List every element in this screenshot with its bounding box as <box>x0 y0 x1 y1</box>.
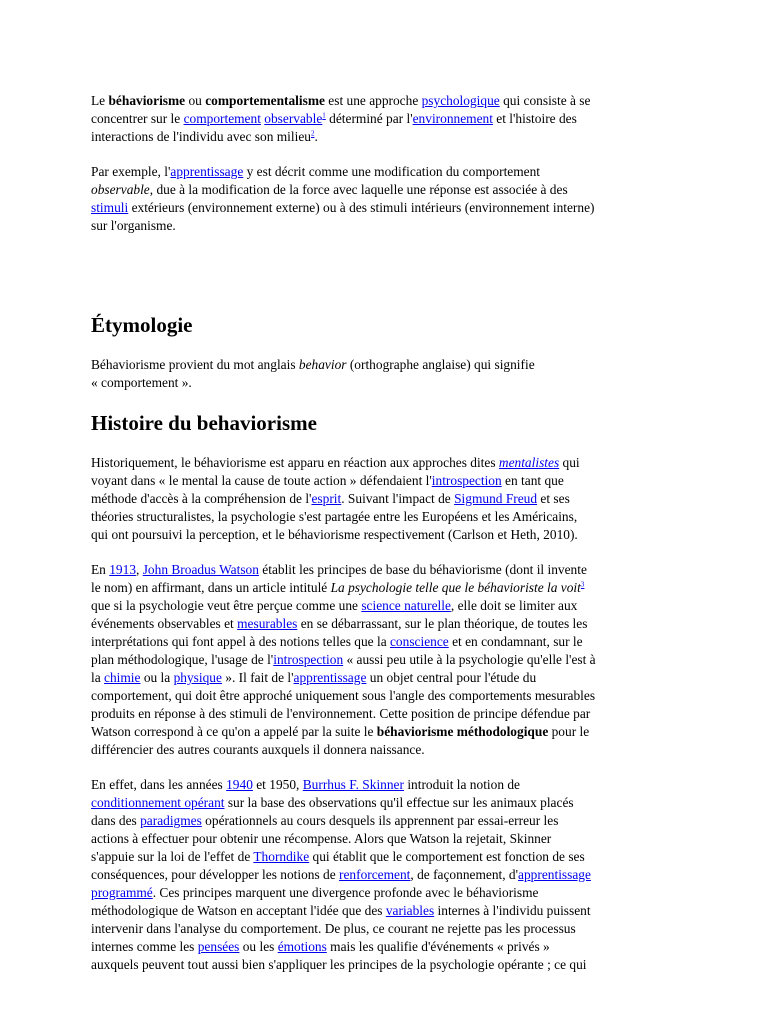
link-apprentissage-programme[interactable]: apprentissage <box>518 867 591 882</box>
link-mesurables[interactable]: mesurables <box>237 616 298 631</box>
paragraph-example <box>91 163 678 235</box>
text: , elle doit se limiter aux <box>450 598 578 613</box>
text-line: actions à effectuer pour obtenir une récompense. Alors que Watson la rejetait, Skinner <box>91 831 552 846</box>
text: et ses <box>537 491 570 506</box>
link-variables[interactable]: variables <box>385 903 435 918</box>
text: en se débarrassant, sur le plan théorique, de toutes les <box>297 616 588 631</box>
text: concentrer sur le <box>91 111 184 126</box>
link-paradigmes[interactable]: paradigmes <box>140 813 202 828</box>
text-line <box>91 776 678 794</box>
text-line: comportement, qui doit être approché uniquement sous l'angle des comportements mesurables <box>91 688 596 703</box>
paragraph-histoire <box>91 454 678 544</box>
text: un objet central pour l'étude du <box>366 670 537 685</box>
link-burrhus-skinner[interactable]: Burrhus F. Skinner <box>302 777 404 792</box>
heading-etymologie: Étymologie <box>91 313 193 337</box>
paragraph-intro <box>91 92 678 146</box>
bold-term: béhaviorisme <box>108 93 186 108</box>
text: Historiquement, le béhaviorisme est apparu en réaction aux approches dites <box>91 455 499 470</box>
text-line <box>91 938 678 956</box>
text: « aussi peu utile à la psychologie qu'elle l'est à <box>343 652 596 667</box>
text: (orthographe anglaise) qui signifie <box>346 357 535 372</box>
link-esprit[interactable]: esprit <box>311 491 342 506</box>
link-observable[interactable]: observable <box>264 111 323 126</box>
text-line <box>91 723 678 741</box>
link-science-naturelle[interactable]: science naturelle <box>361 598 451 613</box>
text-line <box>91 597 678 615</box>
text-line <box>91 561 678 579</box>
text: . <box>314 129 318 144</box>
text: et 1950, <box>252 777 303 792</box>
text: Par exemple, l' <box>91 164 171 179</box>
link-stimuli[interactable]: stimuli <box>91 200 129 215</box>
text: Béhaviorisme provient du mot anglais <box>91 357 299 372</box>
paragraph-watson <box>91 561 678 759</box>
text: le nom) en affirmant, dans un article intitulé <box>91 580 331 595</box>
text-line: qui ont poursuivi la perception, et le béhaviorisme respectivement (Carlson et Heth, 2010). <box>91 527 578 542</box>
text: ». Il fait de l' <box>221 670 294 685</box>
text: méthodologique de Watson en acceptant l'idée que des <box>91 903 386 918</box>
text: . Suivant l'impact de <box>341 491 455 506</box>
text: ou les <box>239 939 278 954</box>
bold-term: béhaviorisme méthodologique <box>376 724 549 739</box>
bold-term: comportementalisme <box>205 93 325 108</box>
text-line: « comportement ». <box>91 375 192 390</box>
text-line <box>91 615 678 633</box>
text: opérationnels au cours desquels ils apprennent par essai-erreur les <box>201 813 559 828</box>
text: est une approche <box>324 93 422 108</box>
text-line <box>91 884 678 902</box>
text-line <box>91 579 678 597</box>
text: interactions de l'individu avec son milieu <box>91 129 311 144</box>
text: établit les principes de base du béhaviorisme (dont il invente <box>258 562 587 577</box>
link-introspection[interactable]: introspection <box>431 473 502 488</box>
text: la <box>91 670 105 685</box>
text-line <box>91 490 678 508</box>
link-apprentissage[interactable]: apprentissage <box>170 164 244 179</box>
text-line <box>91 128 678 146</box>
text-line <box>91 902 678 920</box>
text: internes comme les <box>91 939 198 954</box>
link-introspection[interactable]: introspection <box>273 652 344 667</box>
text-line: théories structuralistes, la psychologie s'est partagée entre les Européens et les Américains, <box>91 509 578 524</box>
text: que si la psychologie veut être perçue comme une <box>91 598 362 613</box>
link-mentalistes[interactable]: mentalistes <box>498 455 560 470</box>
link-sigmund-freud[interactable]: Sigmund Freud <box>454 491 538 506</box>
link-conscience[interactable]: conscience <box>389 634 449 649</box>
italic-title: La psychologie telle que le béhavioriste la voit <box>330 580 581 595</box>
link-1913[interactable]: 1913 <box>109 562 137 577</box>
text: pour le <box>548 724 590 739</box>
paragraph-etymologie <box>91 356 678 392</box>
link-environnement[interactable]: environnement <box>412 111 493 126</box>
link-thorndike[interactable]: Thorndike <box>253 849 310 864</box>
text-line <box>91 472 678 490</box>
text: conséquences, pour développer les notions de <box>91 867 340 882</box>
link-psychologique[interactable]: psychologique <box>421 93 500 108</box>
text: internes à l'individu puissent <box>434 903 591 918</box>
text-line <box>91 199 678 217</box>
link-apprentissage-programme[interactable]: programmé <box>91 885 153 900</box>
text: extérieurs (environnement externe) ou à des stimuli intérieurs (environnement interne) <box>128 200 595 215</box>
link-apprentissage[interactable]: apprentissage <box>293 670 367 685</box>
text: voyant dans « le mental la cause de toute action » défendaient l' <box>91 473 432 488</box>
text-line <box>91 110 678 128</box>
footnote-ref[interactable]: 1 <box>322 111 326 120</box>
text-line <box>91 794 678 812</box>
text: méthode d'accès à la compréhension de l' <box>91 491 312 506</box>
text: et l'histoire des <box>492 111 577 126</box>
text: En effet, dans les années <box>91 777 227 792</box>
paragraph-skinner <box>91 776 678 974</box>
text-line <box>91 356 678 374</box>
italic-term: observable <box>91 182 150 197</box>
text: événements observables et <box>91 616 238 631</box>
text: qui <box>559 455 580 470</box>
text-line <box>91 633 678 651</box>
text: , de façonnement, d' <box>410 867 519 882</box>
text: dans des <box>91 813 141 828</box>
text: interprétations qui font appel à des notions telles que la <box>91 634 390 649</box>
text: mais les qualifie d'événements « privés » <box>326 939 550 954</box>
footnote-ref[interactable]: 3 <box>580 580 585 589</box>
footnote-ref[interactable]: 2 <box>310 129 315 138</box>
text: En <box>91 562 110 577</box>
text: ou <box>185 93 206 108</box>
text-line: produits en réponse à des stimuli de l'environnement. Cette position de principe défendue par <box>91 706 591 721</box>
text: ou la <box>140 670 174 685</box>
text: et en condamnant, sur le <box>448 634 583 649</box>
link-conditionnement-operant[interactable]: conditionnement opérant <box>91 795 225 810</box>
text: déterminé par l' <box>325 111 413 126</box>
link-1940[interactable]: 1940 <box>226 777 253 792</box>
link-physique[interactable]: physique <box>173 670 222 685</box>
link-renforcement[interactable]: renforcement <box>339 867 411 882</box>
text: qui consiste à se <box>499 93 591 108</box>
text: en tant que <box>501 473 564 488</box>
text-line: sur l'organisme. <box>91 218 176 233</box>
text: qui établit que le comportement est fonction de ses <box>309 849 585 864</box>
text-line <box>91 812 678 830</box>
link-emotions[interactable]: émotions <box>277 939 327 954</box>
text: . Ces principes marquent une divergence profonde avec le béhaviorisme <box>152 885 539 900</box>
text: introduit la notion de <box>403 777 521 792</box>
text-line <box>91 669 678 687</box>
link-chimie[interactable]: chimie <box>104 670 141 685</box>
heading-histoire: Histoire du behaviorisme <box>91 411 317 435</box>
text-line <box>91 163 678 181</box>
link-comportement[interactable]: comportement <box>183 111 261 126</box>
text-line <box>91 92 678 110</box>
text: Le <box>91 93 109 108</box>
text-line <box>91 848 678 866</box>
text: , <box>136 562 143 577</box>
text: y est décrit comme une modification du comportement <box>243 164 541 179</box>
text-line: auxquels peuvent tout aussi bien s'appliquer les principes de la psychologie opérante ; ce qui <box>91 957 587 972</box>
text-line <box>91 181 678 199</box>
text: s'appuie sur la loi de l'effet de <box>91 849 254 864</box>
text: plan méthodologique, l'usage de l' <box>91 652 274 667</box>
text-line <box>91 651 678 669</box>
text-line: différencier des autres courants auxquels il donnera naissance. <box>91 742 425 757</box>
text: Watson correspond à ce qu'on a appelé par la suite le <box>91 724 377 739</box>
link-pensees[interactable]: pensées <box>197 939 240 954</box>
text: , due à la modification de la force avec laquelle une réponse est associée à des <box>149 182 568 197</box>
text-line <box>91 454 678 472</box>
italic-term: behavior <box>298 357 347 372</box>
text: sur la base des observations qu'il effectue sur les animaux placés <box>224 795 574 810</box>
text-line: intervenir dans l'analyse du comportement. De plus, ce courant ne rejette pas les processus <box>91 921 576 936</box>
text-line <box>91 866 678 884</box>
link-john-watson[interactable]: John Broadus Watson <box>142 562 259 577</box>
